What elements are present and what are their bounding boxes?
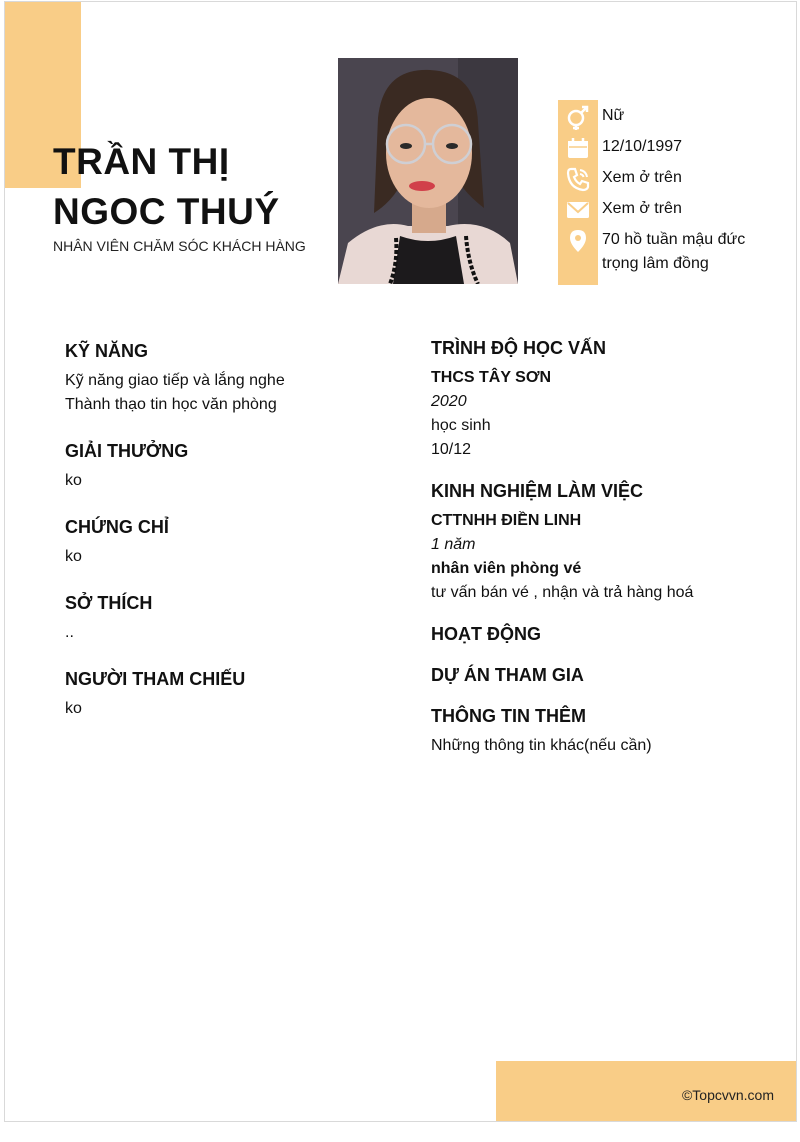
- job-title: NHÂN VIÊN CHĂM SÓC KHÁCH HÀNG: [53, 238, 306, 254]
- cv-page: [4, 1, 797, 1122]
- email-value: Xem ở trên: [602, 200, 682, 217]
- awards-section: [65, 439, 385, 493]
- additional-section: [431, 704, 771, 758]
- education-title: TRÌNH ĐỘ HỌC VẤN: [431, 338, 606, 358]
- education-major: học sinh: [431, 417, 491, 434]
- address-value: 70 hồ tuần mậu đức trọng lâm đồng: [602, 231, 746, 272]
- references-section: [65, 667, 385, 721]
- certificates-section: [65, 515, 385, 569]
- references-text: ko: [65, 700, 82, 717]
- candidate-name: [53, 137, 280, 237]
- skills-title: KỸ NĂNG: [65, 341, 149, 361]
- experience-section: [431, 479, 771, 605]
- email-icon: [558, 197, 598, 223]
- education-year: 2020: [431, 393, 467, 410]
- footer-brand: ©Topcvvn.com: [681, 1087, 774, 1103]
- contact-gender: [558, 104, 752, 130]
- phone-value: Xem ở trên: [602, 169, 682, 186]
- activities-title: HOẠT ĐỘNG: [431, 624, 541, 644]
- contact-birthday: [558, 135, 752, 161]
- hobbies-title: SỞ THÍCH: [65, 593, 153, 613]
- hobbies-text: ..: [65, 624, 74, 641]
- gender-value: Nữ: [602, 107, 625, 124]
- certificates-text: ko: [65, 548, 82, 565]
- calendar-icon: [558, 135, 598, 161]
- education-detail: 10/12: [431, 441, 472, 458]
- phone-icon: [558, 166, 598, 192]
- right-column: [431, 336, 771, 775]
- additional-title: THÔNG TIN THÊM: [431, 706, 586, 726]
- projects-section: [431, 663, 771, 687]
- activities-section: [431, 622, 771, 646]
- projects-title: DỰ ÁN THAM GIA: [431, 665, 584, 685]
- references-title: NGƯỜI THAM CHIẾU: [65, 669, 246, 689]
- skills-section: [65, 339, 385, 417]
- left-column: [65, 339, 385, 743]
- additional-text: Những thông tin khác(nếu cần): [431, 737, 652, 754]
- experience-position: nhân viên phòng vé: [431, 560, 582, 577]
- experience-title: KINH NGHIỆM LÀM VIỆC: [431, 481, 644, 501]
- experience-description: tư vấn bán vé , nhận và trả hàng hoá: [431, 584, 694, 601]
- contact-phone: [558, 166, 752, 192]
- profile-photo: [338, 58, 518, 284]
- awards-title: GIẢI THƯỞNG: [65, 441, 189, 461]
- education-school: THCS TÂY SƠN: [431, 369, 552, 386]
- name-line-1: TRẦN THỊ: [53, 141, 230, 182]
- experience-company: CTTNHH ĐIỀN LINH: [431, 512, 582, 529]
- certificates-title: CHỨNG CHỈ: [65, 517, 169, 537]
- education-section: [431, 336, 771, 462]
- name-line-2: NGOC THUÝ: [53, 191, 280, 232]
- awards-text: ko: [65, 472, 82, 489]
- skill-item: Thành thạo tin học văn phòng: [65, 396, 277, 413]
- gender-icon: [558, 104, 598, 130]
- contact-address: [558, 228, 752, 276]
- skill-item: Kỹ năng giao tiếp và lắng nghe: [65, 372, 285, 389]
- hobbies-section: [65, 591, 385, 645]
- location-icon: [558, 228, 598, 254]
- experience-duration: 1 năm: [431, 536, 476, 553]
- birthday-value: 12/10/1997: [602, 138, 683, 155]
- contact-email: [558, 197, 752, 223]
